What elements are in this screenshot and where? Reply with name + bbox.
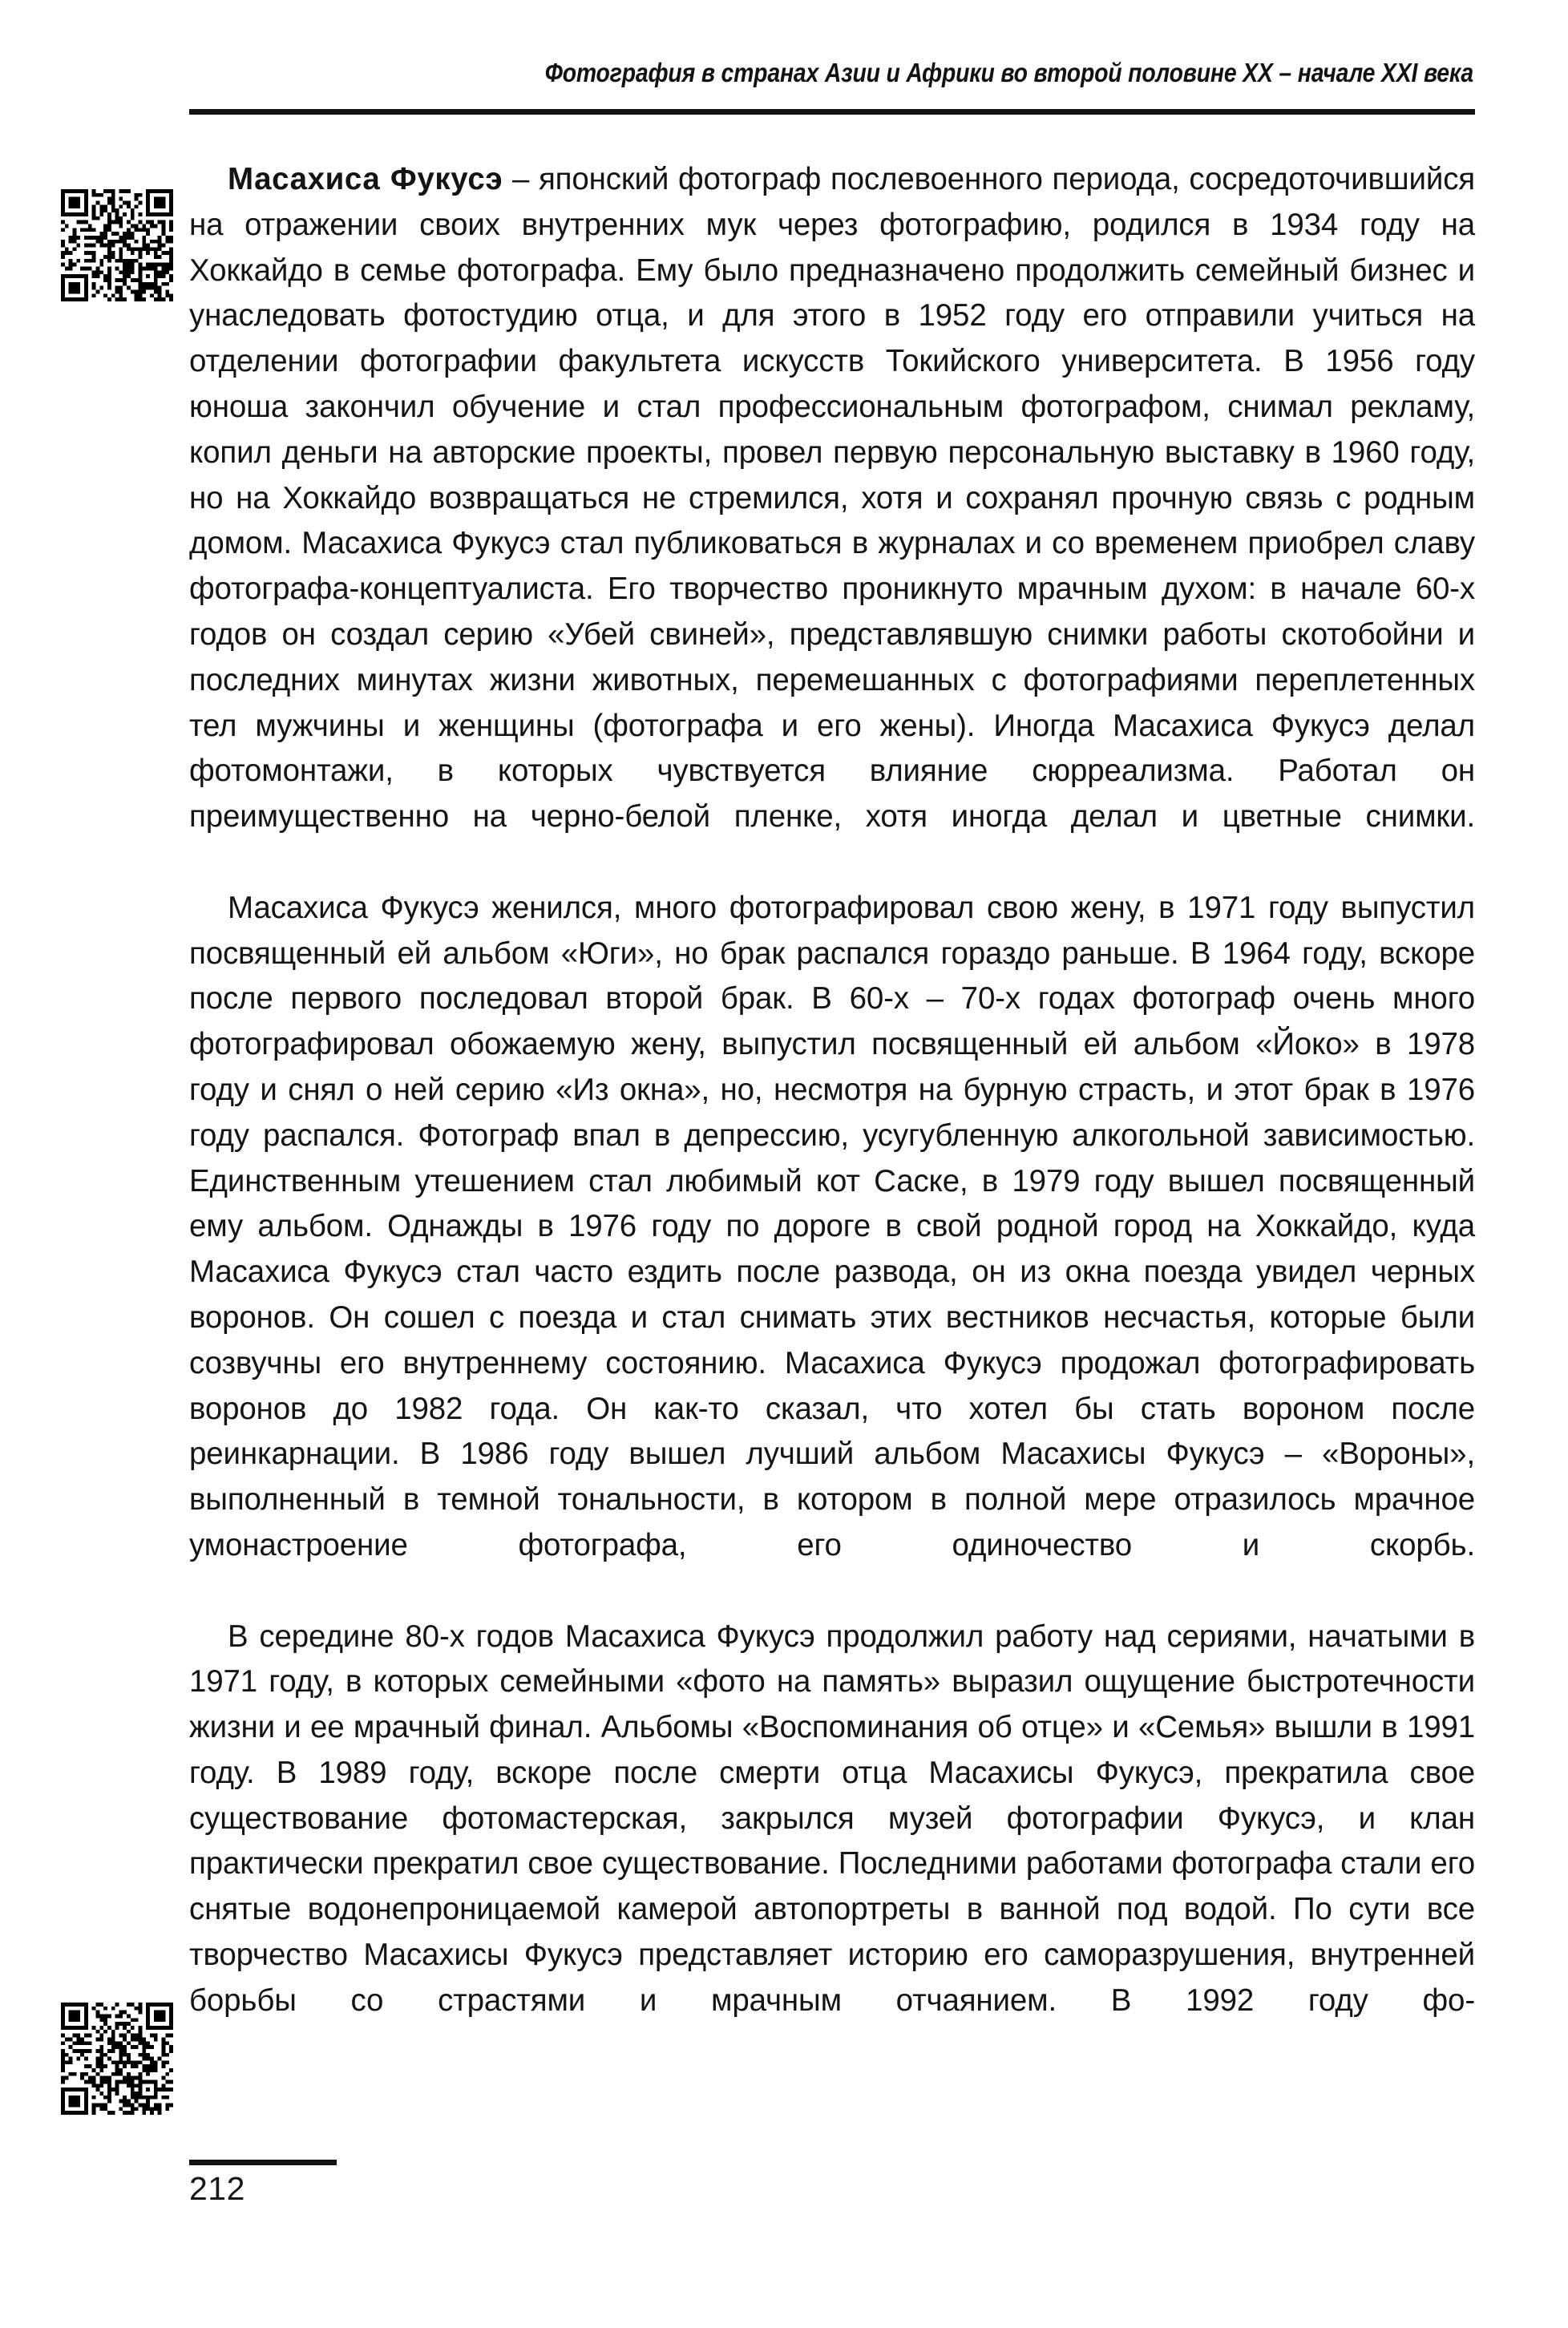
- paragraph-2: [189, 886, 1475, 1615]
- body-text-column: [189, 157, 1475, 2069]
- running-title: Фотография в странах Азии и Африки во второй половине XX – начале XXI века: [544, 58, 1474, 87]
- header-rule: [189, 109, 1475, 115]
- paragraph-3: [189, 1615, 1475, 2070]
- page-header: [189, 58, 1473, 88]
- paragraph-text: Масахиса Фукусэ женился, много фотографировал свою жену, в 1971 году выпустил посвященный ей альбом «Юги», но брак распался гораздо раньше. В 1964 году, вскоре после первого последовал второй брак. В 60-х – 70-х годах фотограф очень много фотографировал обожаемую жену, выпустил посвященный ей альбом «Йоко» в 1978 году и снял о ней серию «Из окна», но, несмотря на бурную страсть, и этот брак в 1976 году распался. Фотограф впал в депрессию, усугубленную алкогольной зависимостью. Единственным утешением стал любимый кот Саске, в 1979 году вышел посвященный ему альбом. Однажды в 1976 году по дороге в свой родной город на Хоккайдо, куда Масахиса Фукусэ стал часто ездить после развода, он из окна поезда увидел черных воронов. Он сошел с поезда и стал снимать этих вестников несчастья, которые были созвучны его внутреннему состоянию. Масахиса Фукусэ продожал фотографировать воронов до 1982 года. Он как-то сказал, что хотел бы стать вороном после реинкарнации. В 1986 году вышел лучший альбом Масахисы Фукусэ – «Вороны», выполненный в темной тональности, в котором в полной мере отразилось мрачное умонастроение фотографа, его одиночество и скорбь.: [189, 890, 1475, 1562]
- page-number: 212: [189, 2170, 245, 2207]
- paragraph-text: В середине 80-х годов Масахиса Фукусэ продолжил работу над сериями, начатыми в 1971 году, в которых семейными «фото на память» выразил ощущение быстротечности жизни и ее мрачный финал. Альбомы «Воспоминания об отце» и «Семья» вышли в 1991 году. В 1989 году, вскоре после смерти отца Масахисы Фукусэ, прекратила свое существование фотомастерская, закрылся музей фотографии Фукусэ, и клан практически прекратил свое существование. Последними работами фотографа стали его снятые водонепроницаемой камерой автопортреты в ванной под водой. По сути все творчество Масахисы Фукусэ представляет историю его саморазрушения, внутренней борьбы со страстями и мрачным отчаянием. В 1992 году фо-: [189, 1619, 1475, 2018]
- footer-rule: [189, 2160, 337, 2165]
- qr-code-bottom: [61, 2003, 173, 2115]
- qr-code-top: [61, 189, 173, 301]
- paragraph-text: – японский фотограф послевоенного периода, сосредоточившийся на отражении своих внутренних мук через фотографию, родился в 1934 году на Хоккайдо в семье фотографа. Ему было предназначено продолжить семейный бизнес и унаследовать фотостудию отца, и для этого в 1952 году его отправили учиться на отделении фотографии факультета искусств Токийского университета. В 1956 году юноша закончил обучение и стал профессиональным фотографом, снимал рекламу, копил деньги на авторские проекты, провел первую персональную выставку в 1960 году, но на Хоккайдо возвращаться не стремился, хотя и сохранял прочную связь с родным домом. Масахиса Фукусэ стал публиковаться в журналах и со временем приобрел славу фотографа-концептуалиста. Его творчество проникнуто мрачным духом: в начале 60-х годов он создал серию «Убей свиней», представлявшую снимки работы скотобойни и последних минутах жизни животных, перемешанных с фотографиями переплетенных тел мужчины и женщины (фотографа и его жены). Иногда Масахиса Фукусэ делал фотомонтажи, в которых чувствуется влияние сюрреализма. Работал он преимущественно на черно-белой пленке, хотя иногда делал и цветные снимки.: [189, 162, 1475, 835]
- lead-in-name: Масахиса Фукусэ: [228, 162, 503, 196]
- paragraph-1: [189, 157, 1475, 886]
